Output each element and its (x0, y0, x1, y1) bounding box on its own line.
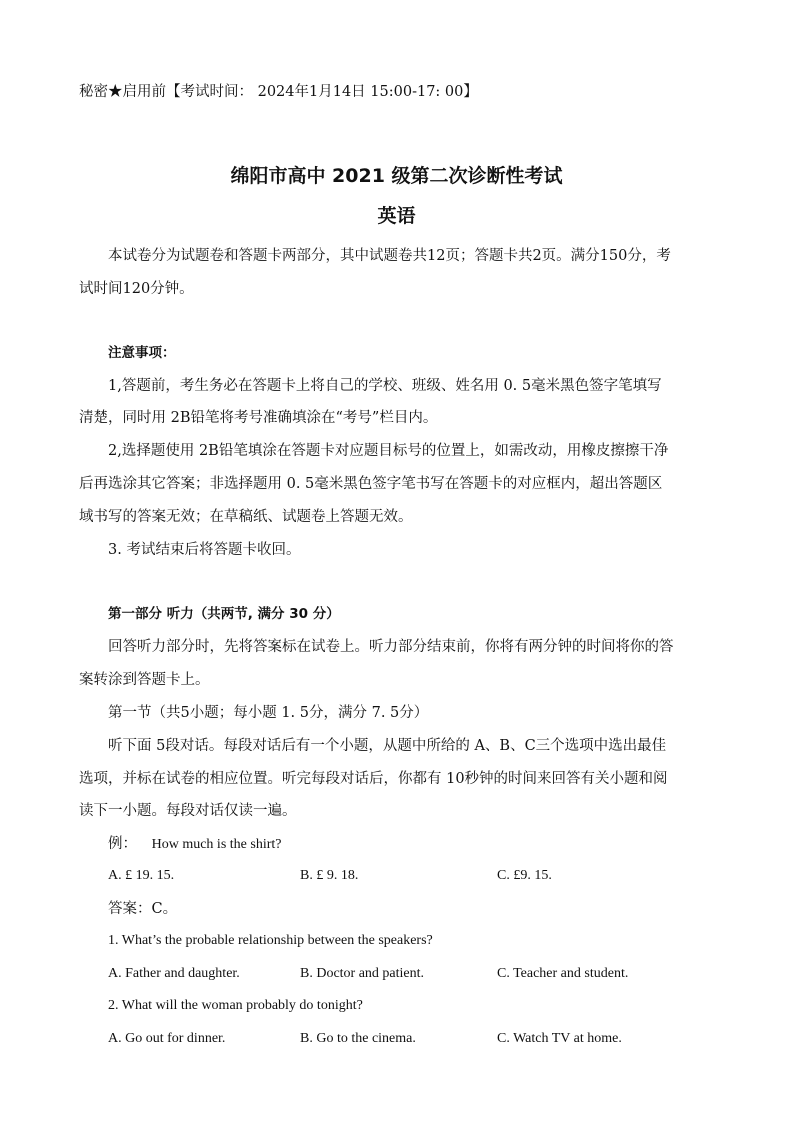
note-2-line-1: 2,选择题使用 2B铅笔填涂在答题卡对应题目标号的位置上，如需改动，用橡皮擦擦干净 (108, 443, 669, 459)
part1-intro-line-1: 回答听力部分时，先将答案标在试卷上。听力部分结束前，你将有两分钟的时间将你的答 (108, 639, 674, 655)
section1-line-1: 听下面 5段对话。每段对话后有一个小题，从题中所给的 A、B、C三个选项中选出最佳 (108, 738, 667, 754)
example-question: How much is the shirt? (151, 837, 282, 852)
example-question-row (108, 834, 281, 855)
section1-heading: 第一节（共5小题；每小题 1. 5分，满分 7. 5分） (108, 705, 429, 721)
note-3: 3. 考试结束后将答题卡收回。 (108, 542, 301, 558)
part1-intro-line-2: 案转涂到答题卡上。 (79, 672, 210, 688)
question-2-option-b: B. Go to the cinema. (300, 1031, 416, 1046)
example-option-b: B. £ 9. 18. (300, 868, 359, 883)
question-2-text: 2. What will the woman probably do tonight? (108, 998, 363, 1013)
note-1-line-1: 1,答题前，考生务必在答题卡上将自己的学校、班级、姓名用 0. 5毫米黑色签字笔填写 (108, 378, 662, 394)
section1-line-2: 选项，并标在试卷的相应位置。听完每段对话后，你都有 10秒钟的时间来回答有关小题和阅 (79, 771, 668, 787)
intro-line-1: 本试卷分为试题卷和答题卡两部分，其中试题卷共12页；答题卡共2页。满分150分，考 (108, 248, 671, 264)
example-answer: 答案：C。 (108, 901, 178, 917)
question-1-option-c: C. Teacher and student. (497, 966, 629, 981)
note-2-line-2: 后再选涂其它答案；非选择题用 0. 5毫米黑色签字笔书写在答题卡的对应框内，超出答题区 (79, 476, 663, 492)
question-2-option-a: A. Go out for dinner. (108, 1031, 226, 1046)
note-2-line-3: 域书写的答案无效；在草稿纸、试题卷上答题无效。 (79, 509, 413, 525)
intro-line-2: 试时间120分钟。 (79, 281, 194, 297)
question-1-option-a: A. Father and daughter. (108, 966, 240, 981)
example-option-c: C. £9. 15. (497, 868, 552, 883)
section1-line-3: 读下一小题。每段对话仅读一遍。 (79, 803, 297, 819)
question-1-option-b: B. Doctor and patient. (300, 966, 425, 981)
note-1-line-2: 清楚，同时用 2B铅笔将考号准确填涂在“考号”栏目内。 (79, 410, 438, 426)
subject-title: 英语 (377, 205, 416, 227)
exam-title: 绵阳市高中 2021 级第二次诊断性考试 (230, 165, 563, 187)
example-label: 例： (108, 836, 137, 852)
question-1-text: 1. What’s the probable relationship between the speakers? (108, 933, 433, 948)
notes-heading: 注意事项： (108, 345, 176, 361)
confidential-header: 秘密★启用前【考试时间： 2024年1月14日 15:00-17: 00】 (79, 84, 478, 100)
part1-heading: 第一部分 听力（共两节, 满分 30 分） (108, 606, 340, 622)
example-option-a: A. £ 19. 15. (108, 868, 175, 883)
question-2-option-c: C. Watch TV at home. (497, 1031, 622, 1046)
